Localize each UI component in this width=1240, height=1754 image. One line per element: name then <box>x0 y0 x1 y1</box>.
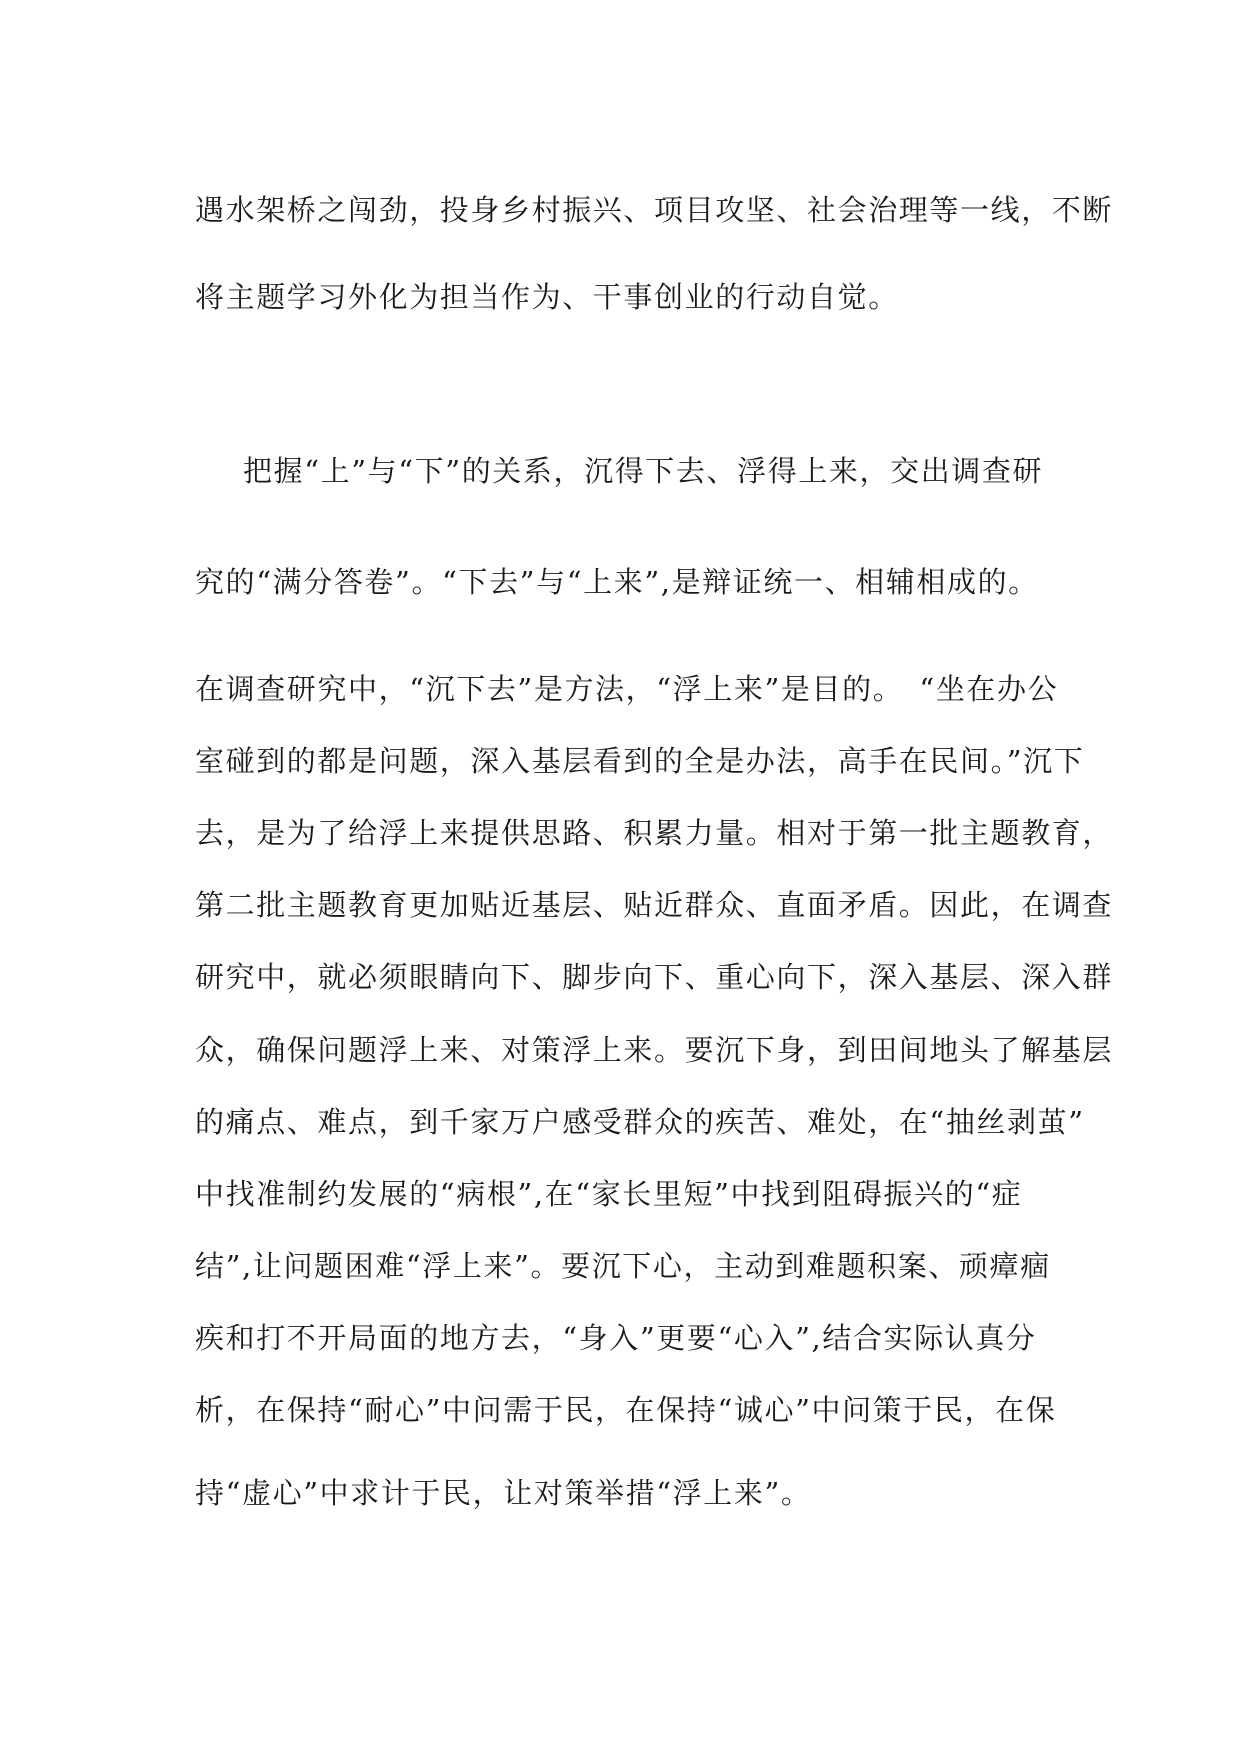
paragraph-line: 把握“上”与“下”的关系，沉得下去、浮得上来，交出调查研 <box>243 454 1044 488</box>
paragraph-line: 室碰到的都是问题，深入基层看到的全是办法，高手在民间。”沉下 <box>195 744 1085 778</box>
paragraph-line: 在调查研究中，“沉下去”是方法，“浮上来”是目的。 “坐在办公 <box>195 672 1059 706</box>
paragraph-line: 的痛点、难点，到千家万户感受群众的疾苦、难处，在“抽丝剥茧” <box>195 1105 1085 1139</box>
paragraph-line: 去，是为了给浮上来提供思路、积累力量。相对于第一批主题教育， <box>195 816 1114 850</box>
paragraph-line: 析，在保持“耐心”中问需于民，在保持“诚心”中问策于民，在保 <box>195 1393 1057 1427</box>
paragraph-line: 第二批主题教育更加贴近基层、贴近群众、直面矛盾。因此，在调查 <box>195 888 1114 922</box>
paragraph-line: 研究中，就必须眼睛向下、脚步向下、重心向下，深入基层、深入群 <box>195 960 1114 994</box>
paragraph-line: 究的“满分答卷”。“下去”与“上来”,是辩证统一、相辅相成的。 <box>195 565 1039 599</box>
paragraph-line: 中找准制约发展的“病根”,在“家长里短”中找到阻碍振兴的“症 <box>195 1177 1023 1211</box>
paragraph-line: 结”,让问题困难“浮上来”。要沉下心，主动到难题积案、顽瘴痼 <box>195 1249 1051 1283</box>
paragraph-line: 将主题学习外化为担当作为、干事创业的行动自觉。 <box>195 280 899 314</box>
paragraph-line: 遇水架桥之闯劲，投身乡村振兴、项目攻坚、社会治理等一线，不断 <box>195 193 1114 227</box>
paragraph-line: 众，确保问题浮上来、对策浮上来。要沉下身，到田间地头了解基层 <box>195 1033 1114 1067</box>
paragraph-line: 疾和打不开局面的地方去，“身入”更要“心入”,结合实际认真分 <box>195 1321 1037 1355</box>
paragraph-line: 持“虚心”中求计于民，让对策举措“浮上来”。 <box>195 1476 812 1510</box>
